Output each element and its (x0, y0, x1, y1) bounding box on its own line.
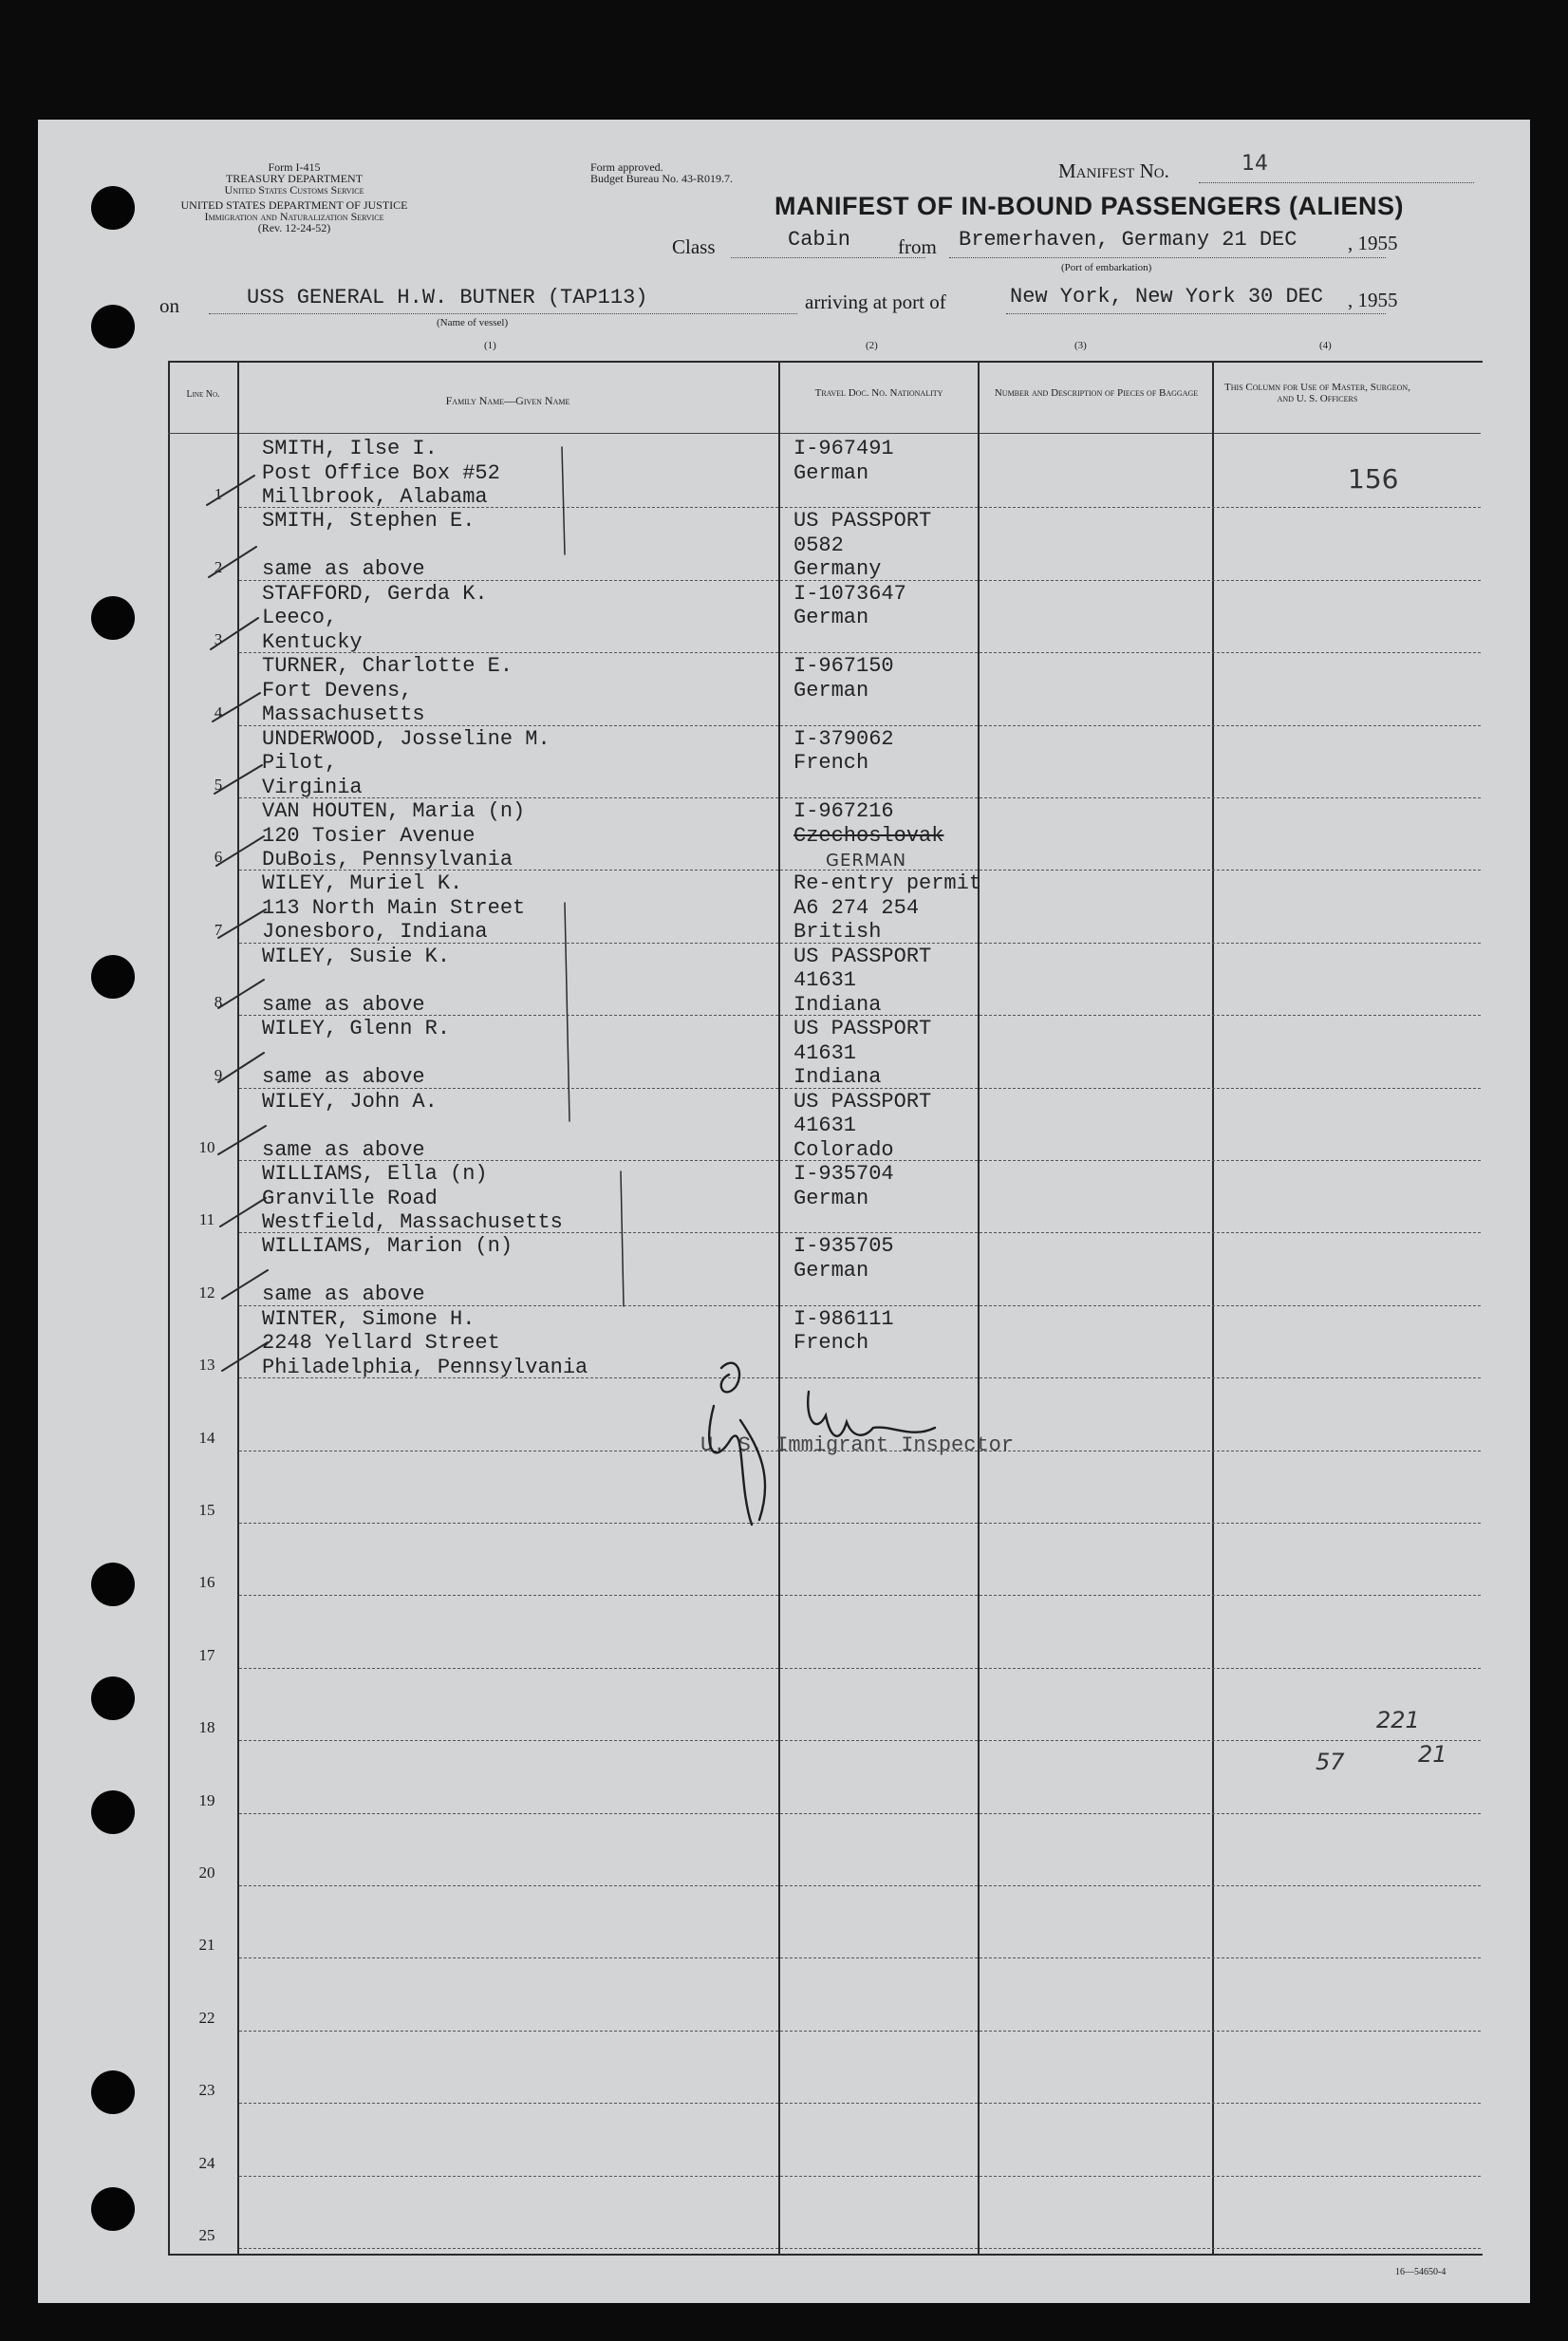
header-line-no: Line No. (186, 389, 220, 400)
travel-doc-line: 0582 (793, 534, 844, 557)
line-number: 17 (198, 1646, 215, 1664)
header-officers: This Column for Use of Master, Surgeon, and U. S. Officers (1224, 382, 1410, 404)
tally-2: 57 (1316, 1749, 1345, 1775)
header-name: Family Name—Given Name (445, 394, 570, 407)
line-number: 23 (198, 2081, 215, 2099)
passenger-name-line: WILLIAMS, Ella (n) (262, 1162, 488, 1186)
embark-caption: (Port of embarkation) (1061, 262, 1152, 273)
travel-doc-line: Germany (793, 557, 882, 581)
passenger-name-line: DuBois, Pennsylvania (262, 848, 513, 871)
line-number: 3 (214, 630, 223, 648)
footer-code: 16—54650-4 (1395, 2267, 1447, 2277)
tally-3: 21 (1418, 1741, 1447, 1768)
passenger-name-line: VAN HOUTEN, Maria (n) (262, 799, 526, 823)
line-number: 11 (198, 1210, 215, 1228)
col-number-4: (4) (1319, 340, 1332, 351)
embark-port: Bremerhaven, Germany 21 DEC (959, 228, 1297, 252)
col-number-3: (3) (1074, 340, 1087, 351)
approval-line2: Budget Bureau No. 43-R019.7. (590, 172, 733, 185)
embark-year: , 1955 (1348, 232, 1398, 254)
row6-correction: GERMAN (826, 851, 907, 871)
header-baggage: Number and Description of Pieces of Baggage (994, 387, 1199, 399)
travel-doc-line: Indiana (793, 1065, 882, 1089)
line-number: 18 (198, 1718, 215, 1736)
travel-doc-line: I-1073647 (793, 582, 906, 606)
passenger-name-line: SMITH, Ilse I. (262, 437, 438, 460)
justice-dept: UNITED STATES DEPARTMENT OF JUSTICE (180, 198, 408, 212)
from-label: from (898, 235, 937, 258)
passenger-name-line: TURNER, Charlotte E. (262, 654, 513, 678)
travel-doc-line: US PASSPORT (793, 509, 932, 533)
travel-doc-line: Re-entry permit (793, 871, 982, 895)
line-number: 15 (198, 1501, 215, 1519)
ins: Immigration and Naturalization Service (204, 210, 384, 223)
passenger-name-line: WILLIAMS, Marion (n) (262, 1234, 513, 1258)
travel-doc-line: 41631 (793, 1114, 857, 1137)
passenger-name-line: same as above (262, 1065, 425, 1089)
line-number: 24 (198, 2154, 215, 2172)
page-title: MANIFEST OF IN-BOUND PASSENGERS (ALIENS) (775, 192, 1405, 220)
vessel-caption: (Name of vessel) (437, 317, 509, 328)
travel-doc-line: US PASSPORT (793, 1017, 932, 1040)
line-number: 8 (214, 993, 223, 1011)
passenger-name-line: 113 North Main Street (262, 896, 526, 920)
line-number: 5 (214, 776, 223, 794)
passenger-name-line: Virginia (262, 776, 363, 799)
passenger-name-line: WILEY, Muriel K. (262, 871, 463, 895)
passenger-name-line: STAFFORD, Gerda K. (262, 582, 488, 606)
passenger-name-line: Kentucky (262, 630, 363, 654)
passenger-name-line: UNDERWOOD, Josseline M. (262, 727, 551, 751)
passenger-name-line: 120 Tosier Avenue (262, 824, 476, 848)
passenger-name-line: Massachusetts (262, 702, 425, 726)
travel-doc-line: 41631 (793, 968, 857, 992)
passenger-name-line: Millbrook, Alabama (262, 485, 488, 509)
travel-doc-line: US PASSPORT (793, 1090, 932, 1114)
travel-doc-line: German (793, 606, 869, 629)
passenger-name-line: WILEY, Glenn R. (262, 1017, 451, 1040)
passenger-name-line: WILEY, John A. (262, 1090, 438, 1114)
line-number: 6 (214, 848, 223, 866)
passenger-name-line: same as above (262, 993, 425, 1017)
line-number: 20 (198, 1863, 215, 1882)
arrival-year: , 1955 (1348, 289, 1398, 311)
travel-doc-line: Indiana (793, 993, 882, 1017)
travel-doc-line: French (793, 1331, 869, 1355)
line-number: 10 (198, 1138, 215, 1156)
treasury-dept: TREASURY DEPARTMENT (225, 172, 364, 185)
passenger-name-line: same as above (262, 1283, 425, 1306)
line-number: 7 (214, 921, 223, 939)
passenger-name-line: WILEY, Susie K. (262, 945, 451, 968)
travel-doc-line: French (793, 751, 869, 775)
on-label: on (159, 294, 179, 317)
line-number: 25 (198, 2226, 215, 2244)
passenger-name-line: Westfield, Massachusetts (262, 1210, 563, 1234)
line-number: 21 (198, 1936, 215, 1954)
pen-marks (38, 120, 1530, 2303)
col-number-2: (2) (866, 340, 878, 351)
travel-doc-line: A6 274 254 (793, 896, 920, 920)
col-number-1: (1) (484, 340, 496, 351)
class-label: Class (672, 235, 716, 258)
travel-doc-line: I-967491 (793, 437, 894, 460)
travel-doc-line: German (793, 1259, 869, 1283)
line-number: 4 (214, 703, 223, 721)
passenger-name-line: Fort Devens, (262, 679, 413, 702)
travel-doc-line: I-986111 (793, 1307, 894, 1331)
line-number: 13 (198, 1356, 215, 1374)
manifest-number: 14 (1241, 152, 1268, 176)
passenger-name-line: Philadelphia, Pennsylvania (262, 1356, 588, 1379)
line-number: 9 (214, 1066, 223, 1084)
travel-doc-line: German (793, 679, 869, 702)
travel-doc-line: Czechoslovak (793, 824, 944, 848)
rev-date: (Rev. 12-24-52) (257, 221, 331, 234)
tally-1: 221 (1376, 1707, 1420, 1733)
travel-doc-line: I-967216 (793, 799, 894, 823)
passenger-name-line: Jonesboro, Indiana (262, 920, 488, 944)
manifest-page (38, 120, 1530, 2303)
travel-doc-line: US PASSPORT (793, 945, 932, 968)
class-value: Cabin (788, 228, 851, 252)
passenger-name-line: same as above (262, 557, 425, 581)
manifest-no-label: Manifest No. (1058, 159, 1169, 182)
line-number: 14 (198, 1429, 215, 1447)
passenger-name-line: Post Office Box #52 (262, 461, 500, 485)
passenger-name-line: Granville Road (262, 1187, 438, 1210)
travel-doc-line: I-967150 (793, 654, 894, 678)
travel-doc-line: Colorado (793, 1138, 894, 1162)
arriving-label: arriving at port of (805, 290, 946, 313)
form-number: Form I-415 (268, 160, 321, 174)
travel-doc-line: 41631 (793, 1041, 857, 1065)
arrival-port: New York, New York 30 DEC (1010, 285, 1324, 309)
passenger-name-line: Leeco, (262, 606, 338, 629)
travel-doc-line: I-379062 (793, 727, 894, 751)
passenger-name-line: 2248 Yellard Street (262, 1331, 500, 1355)
line-number: 22 (198, 2009, 215, 2027)
line-number: 12 (198, 1283, 215, 1302)
travel-doc-line: I-935705 (793, 1234, 894, 1258)
line-number: 19 (198, 1791, 215, 1809)
travel-doc-line: I-935704 (793, 1162, 894, 1186)
vessel-name: USS GENERAL H.W. BUTNER (TAP113) (247, 286, 648, 309)
approval-line1: Form approved. (590, 160, 663, 174)
passenger-name-line: Pilot, (262, 751, 338, 775)
travel-doc-line: British (793, 920, 882, 944)
passenger-name-line: SMITH, Stephen E. (262, 509, 476, 533)
header-travel-doc: Travel Doc. No. Nationality (814, 387, 943, 399)
officer-count: 156 (1348, 463, 1399, 495)
customs-service: United States Customs Service (224, 183, 364, 197)
inspector-label: U. S. Immigrant Inspector (700, 1433, 1015, 1457)
line-number: 2 (214, 558, 223, 576)
line-number: 16 (198, 1573, 215, 1591)
line-number: 1 (214, 485, 223, 503)
passenger-name-line: WINTER, Simone H. (262, 1307, 476, 1331)
passenger-name-line: same as above (262, 1138, 425, 1162)
travel-doc-line: German (793, 461, 869, 485)
travel-doc-line: German (793, 1187, 869, 1210)
